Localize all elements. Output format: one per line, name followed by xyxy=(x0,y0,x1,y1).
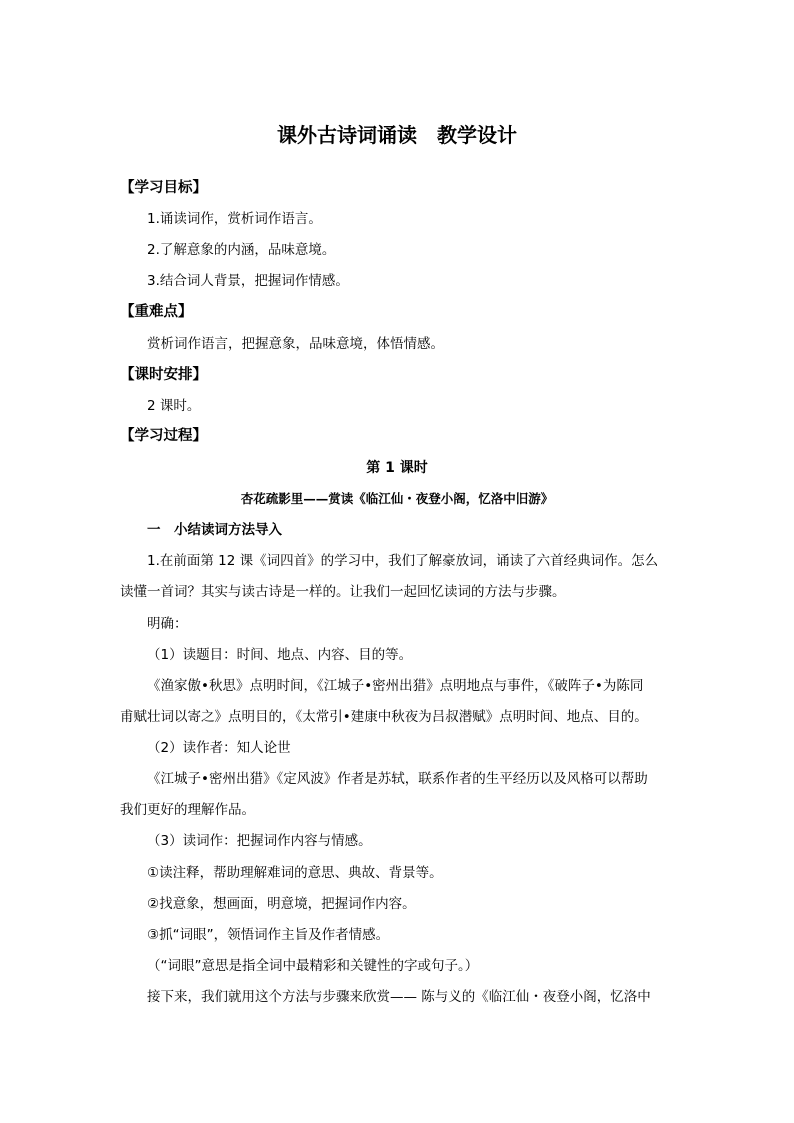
key-points-text: 赏析词作语言，把握意象，品味意境，体悟情感。 xyxy=(147,336,444,352)
goal-item: 3.结合词人背景，把握词作情感。 xyxy=(147,273,349,289)
paragraph-line: 接下来，我们就用这个方法与步骤来欣赏—— 陈与义的《临江仙・夜登小阁，忆洛中 xyxy=(147,989,651,1005)
schedule-text: 2 课时。 xyxy=(147,398,201,414)
document-title: 课外古诗词诵读 教学设计 xyxy=(277,123,517,147)
goals-heading: 【学习目标】 xyxy=(120,180,207,196)
step-2: （2）读作者：知人论世 xyxy=(147,740,291,756)
mingque-label: 明确： xyxy=(147,616,188,632)
paragraph-line: 《江城子•密州出猎》《定风波》作者是苏轼，联系作者的生平经历以及风格可以帮助 xyxy=(147,771,648,787)
key-points-heading: 【重难点】 xyxy=(120,304,193,320)
sub-step-1: ①读注释，帮助理解难词的意思、典故、背景等。 xyxy=(147,865,443,881)
paragraph-line: 读懂一首词？其实与读古诗是一样的。让我们一起回忆读词的方法与步骤。 xyxy=(120,584,566,600)
schedule-heading: 【课时安排】 xyxy=(120,367,207,383)
step-3: （3）读词作：把握词作内容与情感。 xyxy=(147,833,372,849)
paragraph-line: 《渔家傲•秋思》点明时间，《江城子•密州出猎》点明地点与事件，《破阵子•为陈同 xyxy=(147,678,644,694)
goal-item: 2.了解意象的内涵，品味意境。 xyxy=(147,242,336,258)
lesson-title: 第 1 课时 xyxy=(366,460,428,476)
goal-item: 1.诵读词作，赏析词作语言。 xyxy=(147,211,322,227)
paragraph-line: 我们更好的理解作品。 xyxy=(120,802,255,818)
paragraph-line: 甫赋壮词以寄之》点明目的，《太常引•建康中秋夜为吕叔潜赋》点明时间、地点、目的。 xyxy=(120,709,648,725)
sub-step-2: ②找意象，想画面，明意境，把握词作内容。 xyxy=(147,896,416,912)
process-heading: 【学习过程】 xyxy=(120,428,207,444)
ci-yan-note: （“词眼”意思是指全词中最精彩和关键性的字或句子。） xyxy=(147,958,479,974)
step-1: （1）读题目：时间、地点、内容、目的等。 xyxy=(147,647,413,663)
paragraph-line: 1.在前面第 12 课《词四首》的学习中，我们了解豪放词，诵读了六首经典词作。怎么 xyxy=(147,553,659,569)
lesson-subtitle: 杏花疏影里——赏读《临江仙・夜登小阁，忆洛中旧游》 xyxy=(240,491,554,506)
sub-step-3: ③抓“词眼”，领悟词作主旨及作者情感。 xyxy=(147,927,390,943)
part1-title: 一 小结读词方法导入 xyxy=(147,522,282,538)
